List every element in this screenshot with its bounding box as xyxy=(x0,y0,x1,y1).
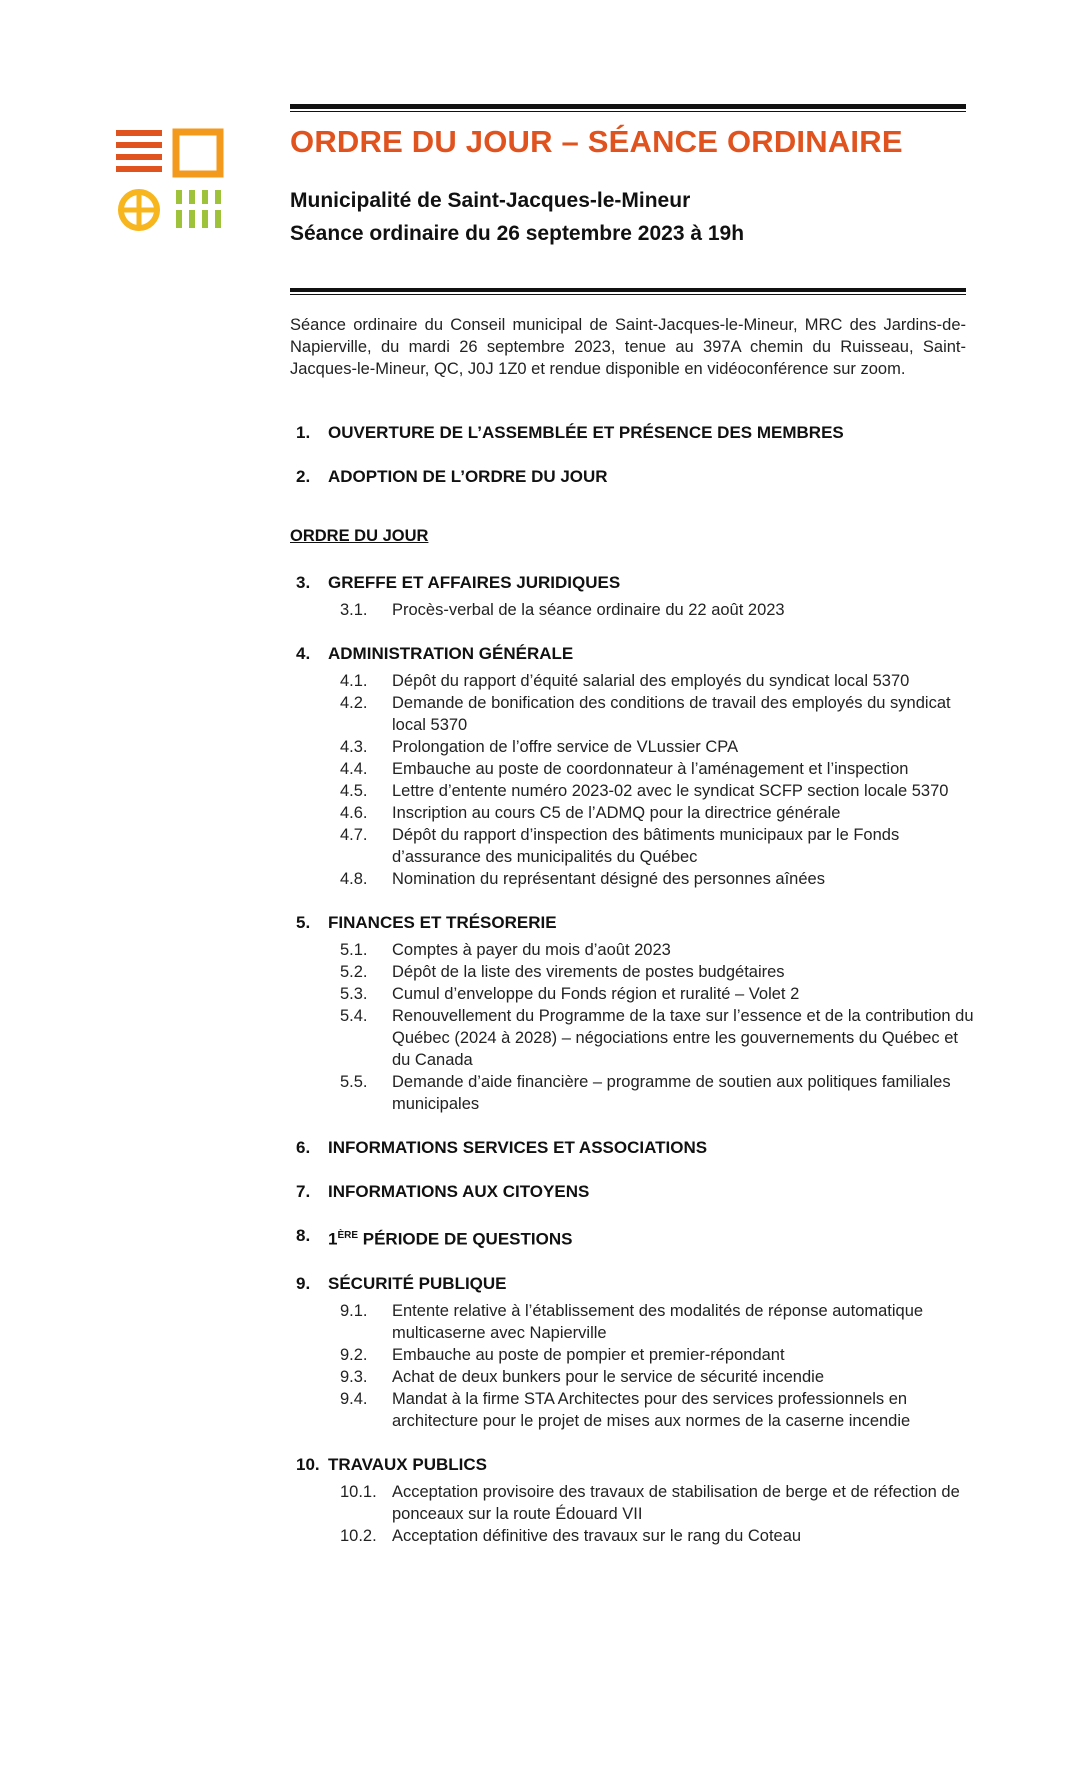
subitem-number: 5.2. xyxy=(340,963,368,981)
logo-bar xyxy=(116,142,162,148)
ordre-du-jour-heading: ORDRE DU JOUR xyxy=(290,527,429,545)
subitem-number: 9.1. xyxy=(340,1301,368,1320)
rule-thick xyxy=(290,288,966,292)
agenda-section-heading xyxy=(296,1137,976,1159)
agenda-subitem xyxy=(296,1481,976,1525)
agenda-section xyxy=(296,1181,976,1203)
subitem-label: Dépôt de la liste des virements de postes budgétaires xyxy=(392,963,785,981)
agenda-subitems xyxy=(296,599,976,621)
agenda-subitem xyxy=(296,780,976,802)
agenda-section-heading xyxy=(296,1225,976,1251)
subitem-number: 9.2. xyxy=(340,1345,368,1364)
agenda-section-heading xyxy=(296,1181,976,1203)
rule-thin xyxy=(290,294,966,295)
agenda-subitems xyxy=(296,670,976,890)
agenda-subitem xyxy=(296,1344,976,1366)
section-label xyxy=(328,1225,976,1251)
agenda-subitem xyxy=(296,736,976,758)
agenda-section-heading xyxy=(296,572,976,594)
agenda-subitem xyxy=(296,868,976,890)
agenda-section xyxy=(296,1273,976,1432)
agenda-subitem xyxy=(296,983,976,1005)
intro-paragraph: Séance ordinaire du Conseil municipal de Saint-Jacques-le-Mineur, MRC des Jardins-de-Napierville, du mardi 26 septembre 2023, tenue au 397A chemin du Ruisseau, Saint-Jacques-le-Mineur, QC, J0J 1Z0 et rendue disponible en vidéoconférence sur zoom. xyxy=(290,316,966,378)
subitem-label: Cumul d’enveloppe du Fonds région et ruralité – Volet 2 xyxy=(392,985,800,1003)
subitem-number: 4.3. xyxy=(340,738,368,756)
subitem-number: 5.1. xyxy=(340,941,368,959)
subitem-label: Lettre d’entente numéro 2023-02 avec le syndicat SCFP section locale 5370 xyxy=(392,782,949,800)
agenda-subitems xyxy=(296,1481,976,1547)
section-label: FINANCES ET TRÉSORERIE xyxy=(328,913,557,932)
subitem-label: Inscription au cours C5 de l’ADMQ pour la directrice générale xyxy=(392,804,841,822)
agenda-subitem xyxy=(296,1525,976,1547)
agenda-subitem xyxy=(296,824,976,868)
agenda-subitem xyxy=(296,939,976,961)
subitem-label: Embauche au poste de coordonnateur à l’aménagement et l’inspection xyxy=(392,760,909,778)
agenda-section xyxy=(296,1225,976,1251)
agenda-section-heading xyxy=(296,643,976,665)
subitem-label: Embauche au poste de pompier et premier-répondant xyxy=(392,1345,785,1364)
logo-stripe xyxy=(176,210,182,228)
subitem-number: 10.2. xyxy=(340,1526,377,1545)
logo-stripe xyxy=(176,190,182,204)
section-label-prefix: 1 xyxy=(328,1229,338,1249)
section-number: 10. xyxy=(296,1454,320,1474)
agenda-subitem xyxy=(296,692,976,736)
section-number: 5. xyxy=(296,913,311,932)
subitem-number: 4.7. xyxy=(340,826,368,844)
logo-stripe xyxy=(189,210,195,228)
section-label: ADMINISTRATION GÉNÉRALE xyxy=(328,644,574,663)
subitem-label: Mandat à la firme STA Architectes pour des services professionnels en architecture pour le projet de mises aux normes de la caserne incendie xyxy=(392,1389,911,1430)
section-label: INFORMATIONS SERVICES ET ASSOCIATIONS xyxy=(328,1138,708,1157)
section-label-text: PÉRIODE DE QUESTIONS xyxy=(358,1229,573,1249)
section-number: 3. xyxy=(296,573,311,592)
logo-bar xyxy=(116,154,162,160)
session-date: Séance ordinaire du 26 septembre 2023 à 19h xyxy=(290,222,745,245)
agenda-subitem xyxy=(296,1388,976,1432)
subitem-number: 5.5. xyxy=(340,1073,368,1091)
subitem-number: 9.3. xyxy=(340,1367,368,1386)
logo-stripe xyxy=(202,210,208,228)
subitem-label: Entente relative à l’établissement des modalités de réponse automatique multicaserne avec Napierville xyxy=(392,1301,924,1342)
logo-bar xyxy=(116,166,162,172)
agenda-subitem xyxy=(296,599,976,621)
subitem-number: 4.1. xyxy=(340,672,368,690)
subitem-number: 4.8. xyxy=(340,870,368,888)
document-subtitle xyxy=(290,184,966,250)
subitem-number: 4.4. xyxy=(340,760,368,778)
subitem-number: 4.5. xyxy=(340,782,368,800)
subitem-label: Demande de bonification des conditions de travail des employés du syndicat local 5370 xyxy=(392,694,951,734)
document-header xyxy=(290,104,966,250)
section-label: GREFFE ET AFFAIRES JURIDIQUES xyxy=(328,573,621,592)
subitem-label: Acceptation définitive des travaux sur le rang du Coteau xyxy=(392,1526,802,1545)
logo-square xyxy=(176,132,220,174)
section-number: 1. xyxy=(296,423,311,442)
subitem-number: 4.6. xyxy=(340,804,368,822)
agenda-subitem xyxy=(296,758,976,780)
logo-stripe xyxy=(215,190,221,204)
agenda-section xyxy=(296,1454,976,1547)
logo-stripe xyxy=(189,190,195,204)
agenda-subitem xyxy=(296,1071,976,1115)
agenda-section xyxy=(296,643,976,890)
section-label: INFORMATIONS AUX CITOYENS xyxy=(328,1182,590,1201)
agenda-subitems xyxy=(296,939,976,1115)
logo-stripe xyxy=(215,210,221,228)
agenda-section xyxy=(296,466,976,488)
subitem-number: 5.3. xyxy=(340,985,368,1003)
municipality-name: Municipalité de Saint-Jacques-le-Mineur xyxy=(290,189,691,212)
agenda-section xyxy=(296,912,976,1115)
logo-stripe xyxy=(202,190,208,204)
section-number: 8. xyxy=(296,1226,311,1245)
document-title: ORDRE DU JOUR – SÉANCE ORDINAIRE xyxy=(290,124,903,159)
agenda-section-heading xyxy=(296,912,976,934)
subitem-number: 5.4. xyxy=(340,1007,368,1025)
section-label: SÉCURITÉ PUBLIQUE xyxy=(328,1273,507,1293)
header-rule-top-thin xyxy=(290,111,966,112)
subitem-number: 10.1. xyxy=(340,1482,377,1501)
agenda-section xyxy=(296,572,976,621)
agenda-section xyxy=(296,1137,976,1159)
subitem-number: 4.2. xyxy=(340,694,368,712)
municipality-logo xyxy=(116,128,228,240)
section-label: TRAVAUX PUBLICS xyxy=(328,1454,487,1474)
subitem-label: Demande d’aide financière – programme de soutien aux politiques familiales municipales xyxy=(392,1073,951,1113)
subitem-label: Achat de deux bunkers pour le service de sécurité incendie xyxy=(392,1367,825,1386)
agenda-subitem xyxy=(296,802,976,824)
agenda-section xyxy=(296,422,976,444)
subitem-label: Acceptation provisoire des travaux de stabilisation de berge et de réfection de ponceaux sur la route Édouard VII xyxy=(392,1482,960,1523)
logo-bar xyxy=(116,130,162,136)
section-number: 2. xyxy=(296,467,311,486)
agenda-section-heading xyxy=(296,466,976,488)
agenda-list xyxy=(296,422,976,1547)
section-number: 7. xyxy=(296,1182,311,1201)
section-label-superscript: ÈRE xyxy=(337,1230,359,1241)
header-rule-bottom xyxy=(290,288,966,295)
section-label: OUVERTURE DE L’ASSEMBLÉE ET PRÉSENCE DES MEMBRES xyxy=(328,423,844,442)
agenda-subitem xyxy=(296,1300,976,1344)
agenda-subitem xyxy=(296,1366,976,1388)
subitem-label: Prolongation de l’offre service de VLussier CPA xyxy=(392,738,739,756)
section-number: 9. xyxy=(296,1273,311,1293)
subitem-label: Procès-verbal de la séance ordinaire du 22 août 2023 xyxy=(392,601,785,619)
agenda-section-heading xyxy=(296,1273,976,1295)
subitem-label: Dépôt du rapport d’équité salarial des employés du syndicat local 5370 xyxy=(392,672,910,690)
header-rule-top xyxy=(290,104,966,109)
agenda-subitem xyxy=(296,1005,976,1071)
subitem-label: Nomination du représentant désigné des personnes aînées xyxy=(392,870,825,888)
subitem-label: Comptes à payer du mois d’août 2023 xyxy=(392,941,671,959)
section-number: 4. xyxy=(296,644,311,663)
agenda-section-heading xyxy=(296,1454,976,1476)
subitem-number: 9.4. xyxy=(340,1389,368,1408)
agenda-subitem xyxy=(296,961,976,983)
subitem-number: 3.1. xyxy=(340,601,368,619)
agenda-subitems xyxy=(296,1300,976,1432)
agenda-subitem xyxy=(296,670,976,692)
section-number: 6. xyxy=(296,1138,311,1157)
section-label: ADOPTION DE L’ORDRE DU JOUR xyxy=(328,467,608,486)
subitem-label: Dépôt du rapport d’inspection des bâtiments municipaux par le Fonds d’assurance des municipalités du Québec xyxy=(392,826,900,866)
agenda-section-heading xyxy=(296,422,976,444)
subitem-label: Renouvellement du Programme de la taxe sur l’essence et de la contribution du Québec (2024 à 2028) – négociations entre les gouvernements du Québec et du Canada xyxy=(392,1007,974,1069)
